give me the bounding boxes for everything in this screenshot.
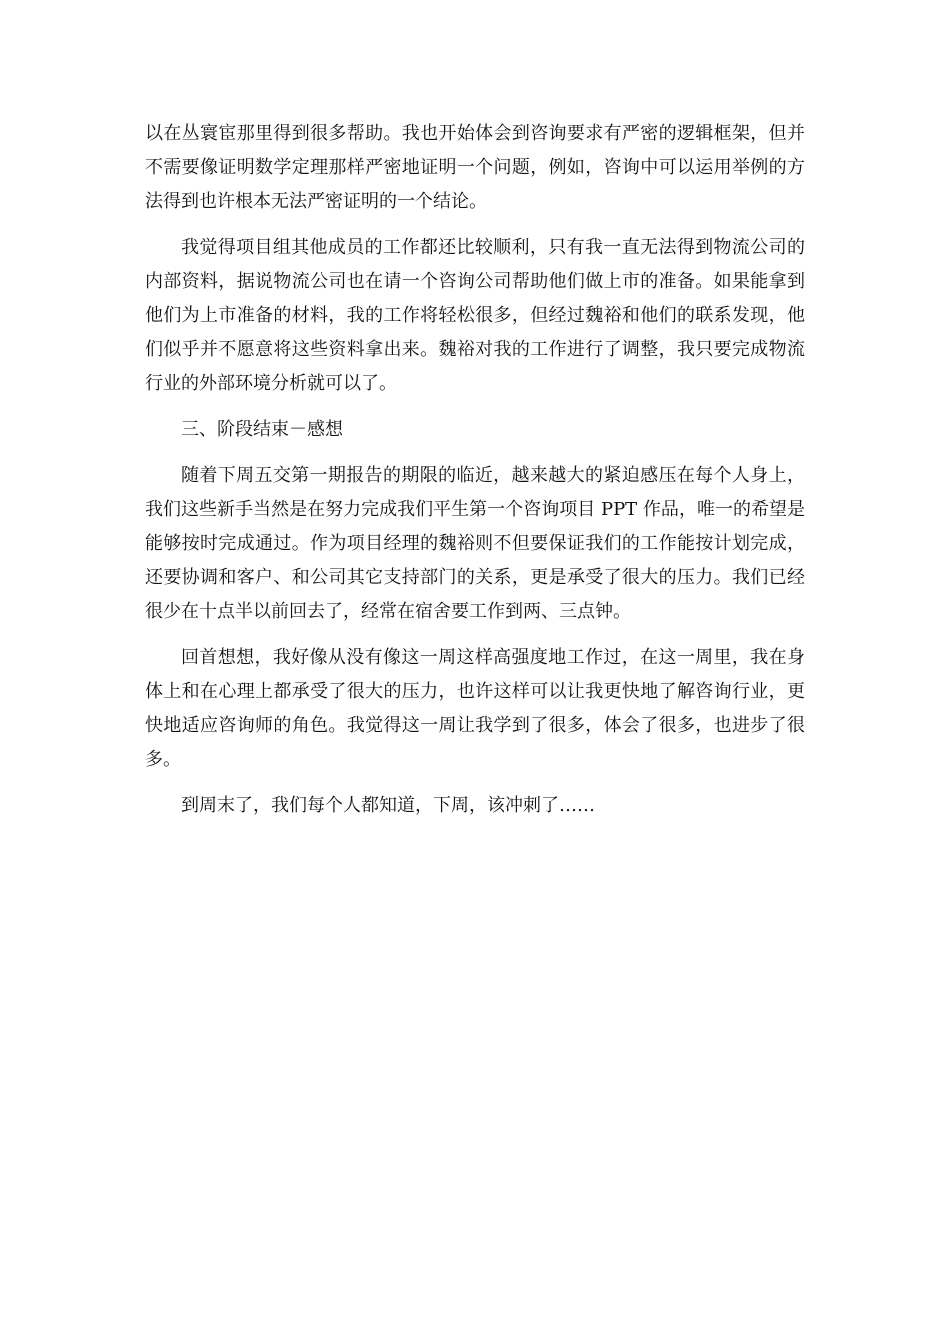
paragraph-logistics-data: 我觉得项目组其他成员的工作都还比较顺利，只有我一直无法得到物流公司的内部资料，据说物流公司也在请一个咨询公司帮助他们做上市的准备。如果能拿到他们为上市准备的材料，我的工作将轻松很多，但经过魏裕和他们的联系发现，他们似乎并不愿意将这些资料拿出来。魏裕对我的工作进行了调整，我只要完成物流行业的外部环境分析就可以了。 <box>145 237 805 394</box>
paragraph-continuation: 以在丛寰宦那里得到很多帮助。我也开始体会到咨询要求有严密的逻辑框架，但并不需要像证明数学定理那样严密地证明一个问题，例如，咨询中可以运用举例的方法得到也许根本无法严密证明的一个结论。 <box>145 123 805 212</box>
document-body <box>145 117 805 835</box>
paragraph-reflection: 回首想想，我好像从没有像这一周这样高强度地工作过，在这一周里，我在身体上和在心理上都承受了很大的压力，也许这样可以让我更快地了解咨询行业，更快地适应咨询师的角色。我觉得这一周让我学到了很多，体会了很多，也进步了很多。 <box>145 647 805 770</box>
paragraph-report-deadline: 随着下周五交第一期报告的期限的临近，越来越大的紧迫感压在每个人身上，我们这些新手当然是在努力完成我们平生第一个咨询项目 PPT 作品，唯一的希望是能够按时完成通过。作为项目经理的魏裕则不但要保证我们的工作能按计划完成，还要协调和客户、和公司其它支持部门的关系，更是承受了很大的压力。我们已经很少在十点半以前回去了，经常在宿舍要工作到两、三点钟。 <box>145 465 805 622</box>
section-heading: 三、阶段结束－感想 <box>181 419 343 440</box>
paragraph-weekend: 到周末了，我们每个人都知道，下周，该冲刺了…… <box>181 795 595 816</box>
